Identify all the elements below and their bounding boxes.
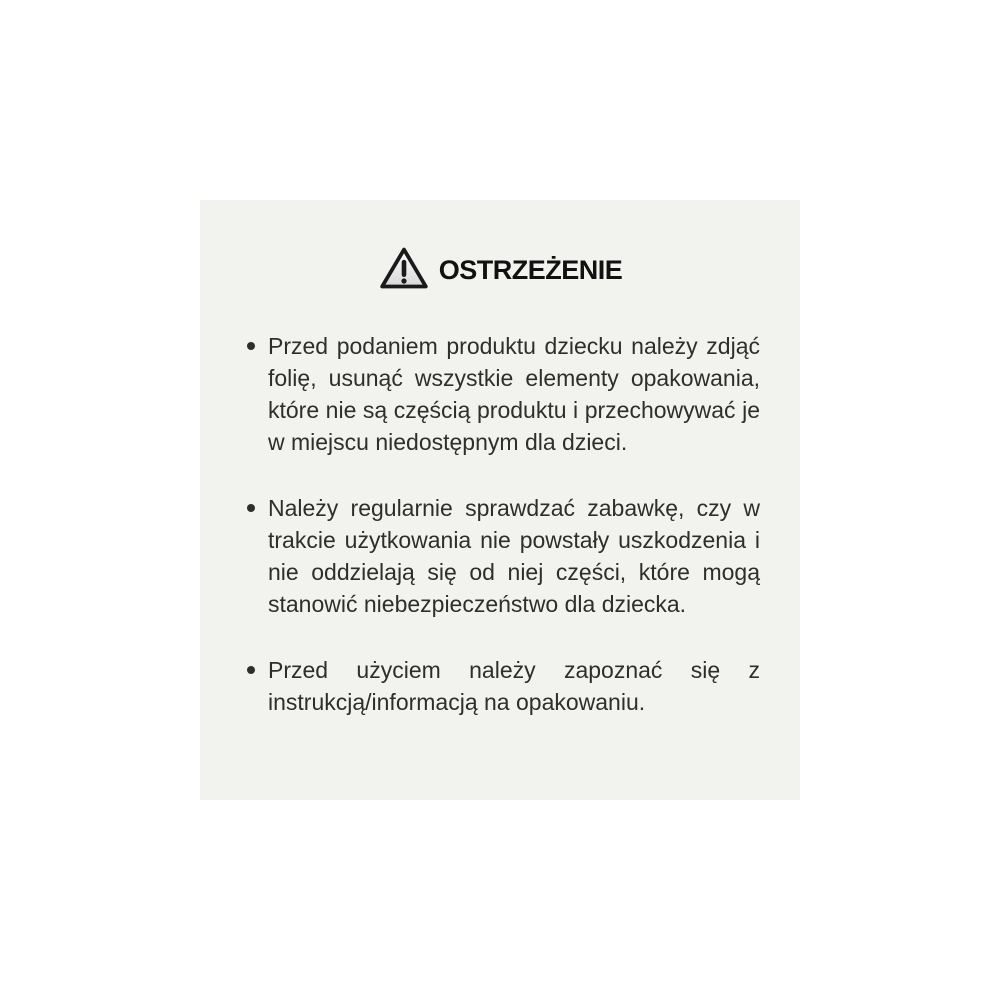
- warning-item-text: Należy regularnie sprawdzać zabawkę, czy w trakcie użytkowania nie powstały uszkodzenia i nie oddzielają się od niej części, które mogą stanowić niebezpieczeństwo dla dziecka.: [268, 495, 760, 617]
- warning-item-text: Przed podaniem produktu dziecku należy zdjąć folię, usunąć wszystkie elementy opakowania, które nie są częścią produktu i przechowywać je w miejscu niedostępnym dla dzieci.: [268, 333, 760, 455]
- warning-panel: [200, 200, 800, 800]
- bullet-dot-icon: [247, 342, 255, 350]
- warning-list-item: [248, 654, 760, 718]
- warning-list: [248, 330, 760, 718]
- warning-header: [248, 244, 752, 292]
- bullet-dot-icon: [247, 504, 255, 512]
- bullet-dot-icon: [247, 666, 255, 674]
- warning-list-item: [248, 330, 760, 458]
- warning-list-item: [248, 492, 760, 620]
- warning-triangle-icon: [378, 244, 430, 292]
- warning-title: OSTRZEŻENIE: [438, 254, 623, 285]
- warning-item-text: Przed użyciem należy zapoznać się z instrukcją/informacją na opakowaniu.: [268, 657, 760, 715]
